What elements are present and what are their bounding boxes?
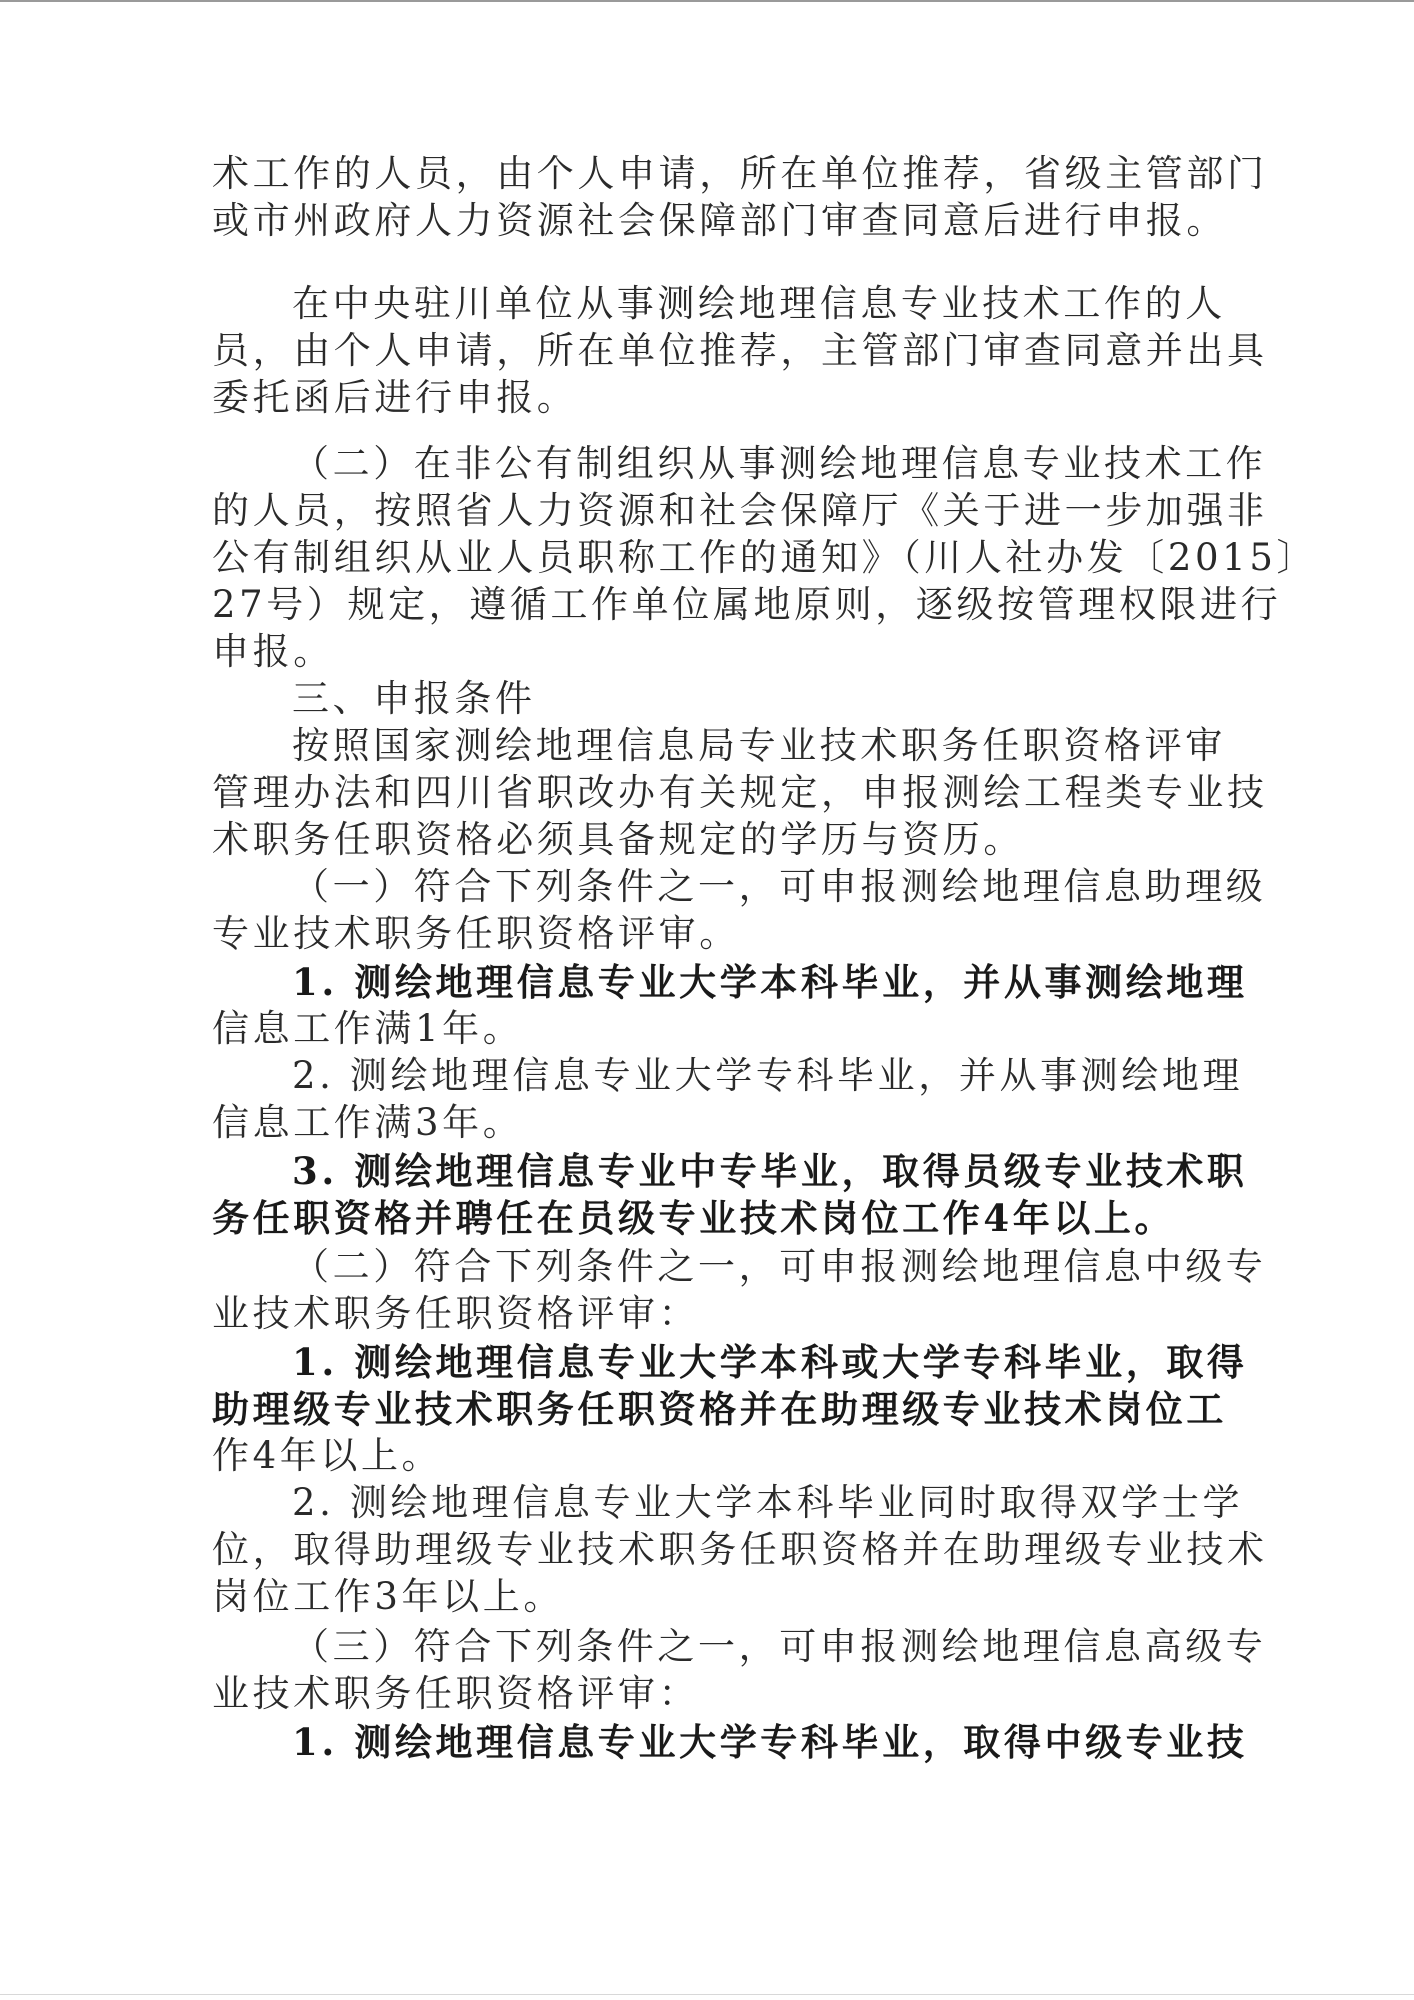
scan-top-edge [0,0,1414,2]
text-line: 业技术职务任职资格评审： [212,1672,700,1715]
text-line: 3. 测绘地理信息专业中专毕业，取得员级专业技术职 [292,1149,1248,1193]
text-line: （三）符合下列条件之一，可申报测绘地理信息高级专 [292,1625,1267,1668]
text-line: 信息工作满1年。 [212,1007,524,1050]
section-heading: 三、申报条件 [292,677,536,720]
text-line: 按照国家测绘地理信息局专业技术职务任职资格评审 [292,724,1226,767]
text-line: 在中央驻川单位从事测绘地理信息专业技术工作的人 [292,282,1226,325]
text-line: 1. 测绘地理信息专业大学本科或大学专科毕业，取得 [292,1340,1248,1384]
text-line: 的人员，按照省人力资源和社会保障厅《关于进一步加强非 [212,489,1268,532]
text-line: 2. 测绘地理信息专业大学专科毕业，并从事测绘地理 [292,1054,1244,1097]
text-line: 业技术职务任职资格评审： [212,1292,700,1335]
text-line: 管理办法和四川省职改办有关规定，申报测绘工程类专业技 [212,771,1268,814]
scan-bottom-edge [0,1994,1414,1995]
text-line: 27号）规定，遵循工作单位属地原则，逐级按管理权限进行 [212,583,1282,626]
text-line: 2. 测绘地理信息专业大学本科毕业同时取得双学士学 [292,1481,1244,1524]
text-line: 公有制组织从业人员职称工作的通知》（川人社办发〔2015〕 [212,536,1318,579]
text-line: 委托函后进行申报。 [212,376,578,419]
text-line: 助理级专业技术职务任职资格并在助理级专业技术岗位工 [212,1387,1227,1431]
text-line: 务任职资格并聘任在员级专业技术岗位工作4年以上。 [212,1196,1176,1240]
text-line: （一）符合下列条件之一，可申报测绘地理信息助理级 [292,865,1267,908]
text-line: 专业技术职务任职资格评审。 [212,912,740,955]
text-line: 位，取得助理级专业技术职务任职资格并在助理级专业技术 [212,1528,1268,1571]
text-line: 员，由个人申请，所在单位推荐，主管部门审查同意并出具 [212,329,1268,372]
text-line: （二）在非公有制组织从事测绘地理信息专业技术工作 [292,442,1267,485]
text-line: 术职务任职资格必须具备规定的学历与资历。 [212,818,1024,861]
text-line: 岗位工作3年以上。 [212,1575,564,1618]
text-line: 作4年以上。 [212,1434,443,1477]
text-line: 信息工作满3年。 [212,1101,524,1144]
text-line: 术工作的人员，由个人申请，所在单位推荐，省级主管部门 [212,152,1268,195]
text-line: 申报。 [212,630,334,673]
text-line: 1. 测绘地理信息专业大学专科毕业，取得中级专业技 [292,1720,1248,1764]
text-line: 或市州政府人力资源社会保障部门审查同意后进行申报。 [212,199,1227,242]
text-line: （二）符合下列条件之一，可申报测绘地理信息中级专 [292,1245,1267,1288]
text-line: 1. 测绘地理信息专业大学本科毕业，并从事测绘地理 [292,960,1248,1004]
